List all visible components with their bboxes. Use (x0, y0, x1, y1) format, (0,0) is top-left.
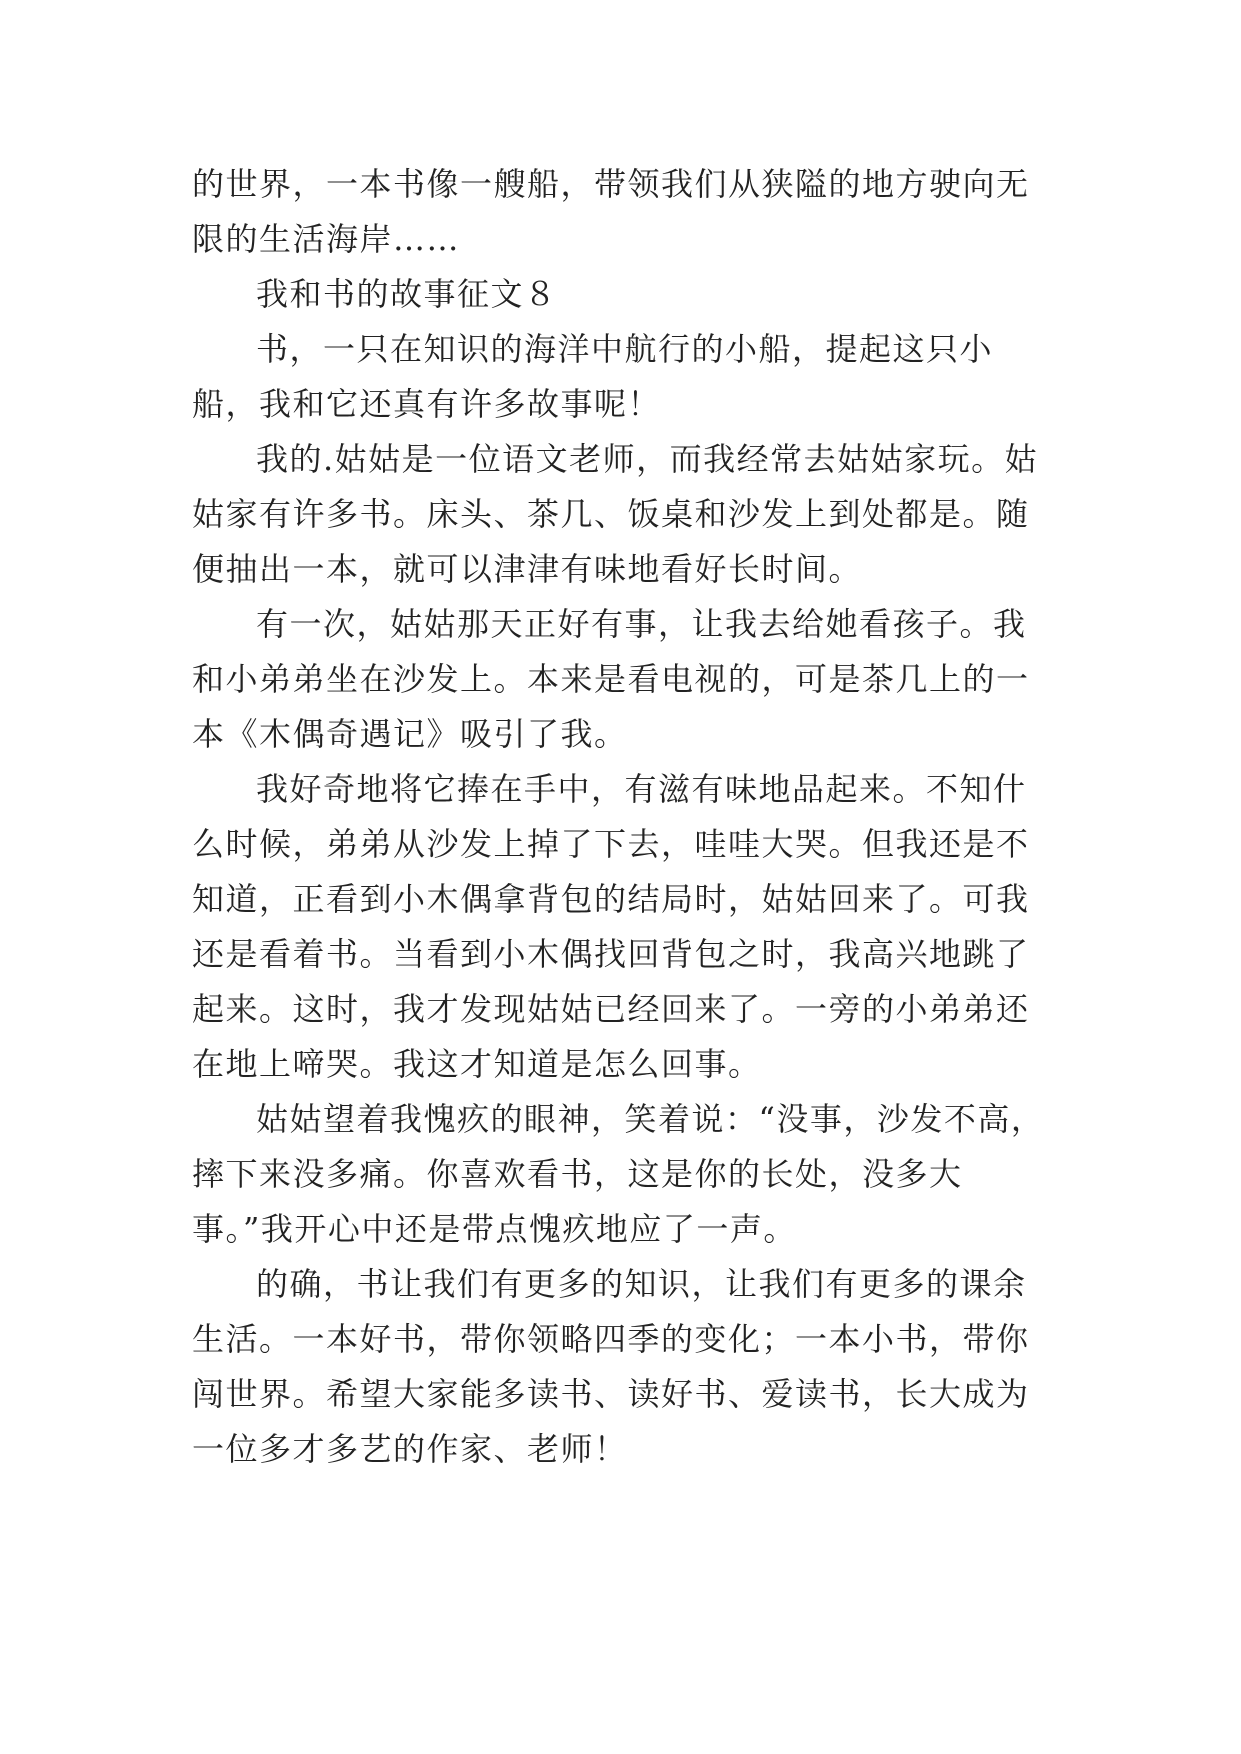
paragraph: 我的.姑姑是一位语文老师，而我经常去姑姑家玩。姑姑家有许多书。床头、茶几、饭桌和沙发上到处都是。随便抽出一本，就可以津津有味地看好长时间。 (192, 440, 1039, 588)
paragraph: 书，一只在知识的海洋中航行的小船，提起这只小船，我和它还真有许多故事呢！ (192, 330, 994, 423)
document-body (192, 157, 1052, 1477)
paragraph: 我好奇地将它捧在手中，有滋有味地品起来。不知什么时候，弟弟从沙发上掉了下去，哇哇大哭。但我还是不知道，正看到小木偶拿背包的结局时，姑姑回来了。可我还是看着书。当看到小木偶找回背包之时，我高兴地跳了起来。这时，我才发现姑姑已经回来了。一旁的小弟弟还在地上啼哭。我这才知道是怎么回事。 (192, 770, 1030, 1083)
section-heading: 我和书的故事征文８ (256, 275, 558, 313)
paragraph: 的确，书让我们有更多的知识，让我们有更多的课余生活。一本好书，带你领略四季的变化；一本小书，带你闯世界。希望大家能多读书、读好书、爱读书，长大成为一位多才多艺的作家、老师！ (192, 1265, 1030, 1468)
paragraph: 姑姑望着我愧疚的眼神，笑着说：“没事，沙发不高，摔下来没多痛。你喜欢看书，这是你的长处，没多大事。”我开心中还是带点愧疚地应了一声。 (192, 1100, 1045, 1248)
paragraph-continued: 的世界，一本书像一艘船，带领我们从狭隘的地方驶向无限的生活海岸…… (192, 165, 1030, 258)
paragraph: 有一次，姑姑那天正好有事，让我去给她看孩子。我和小弟弟坐在沙发上。本来是看电视的，可是茶几上的一本《木偶奇遇记》吸引了我。 (192, 605, 1030, 753)
